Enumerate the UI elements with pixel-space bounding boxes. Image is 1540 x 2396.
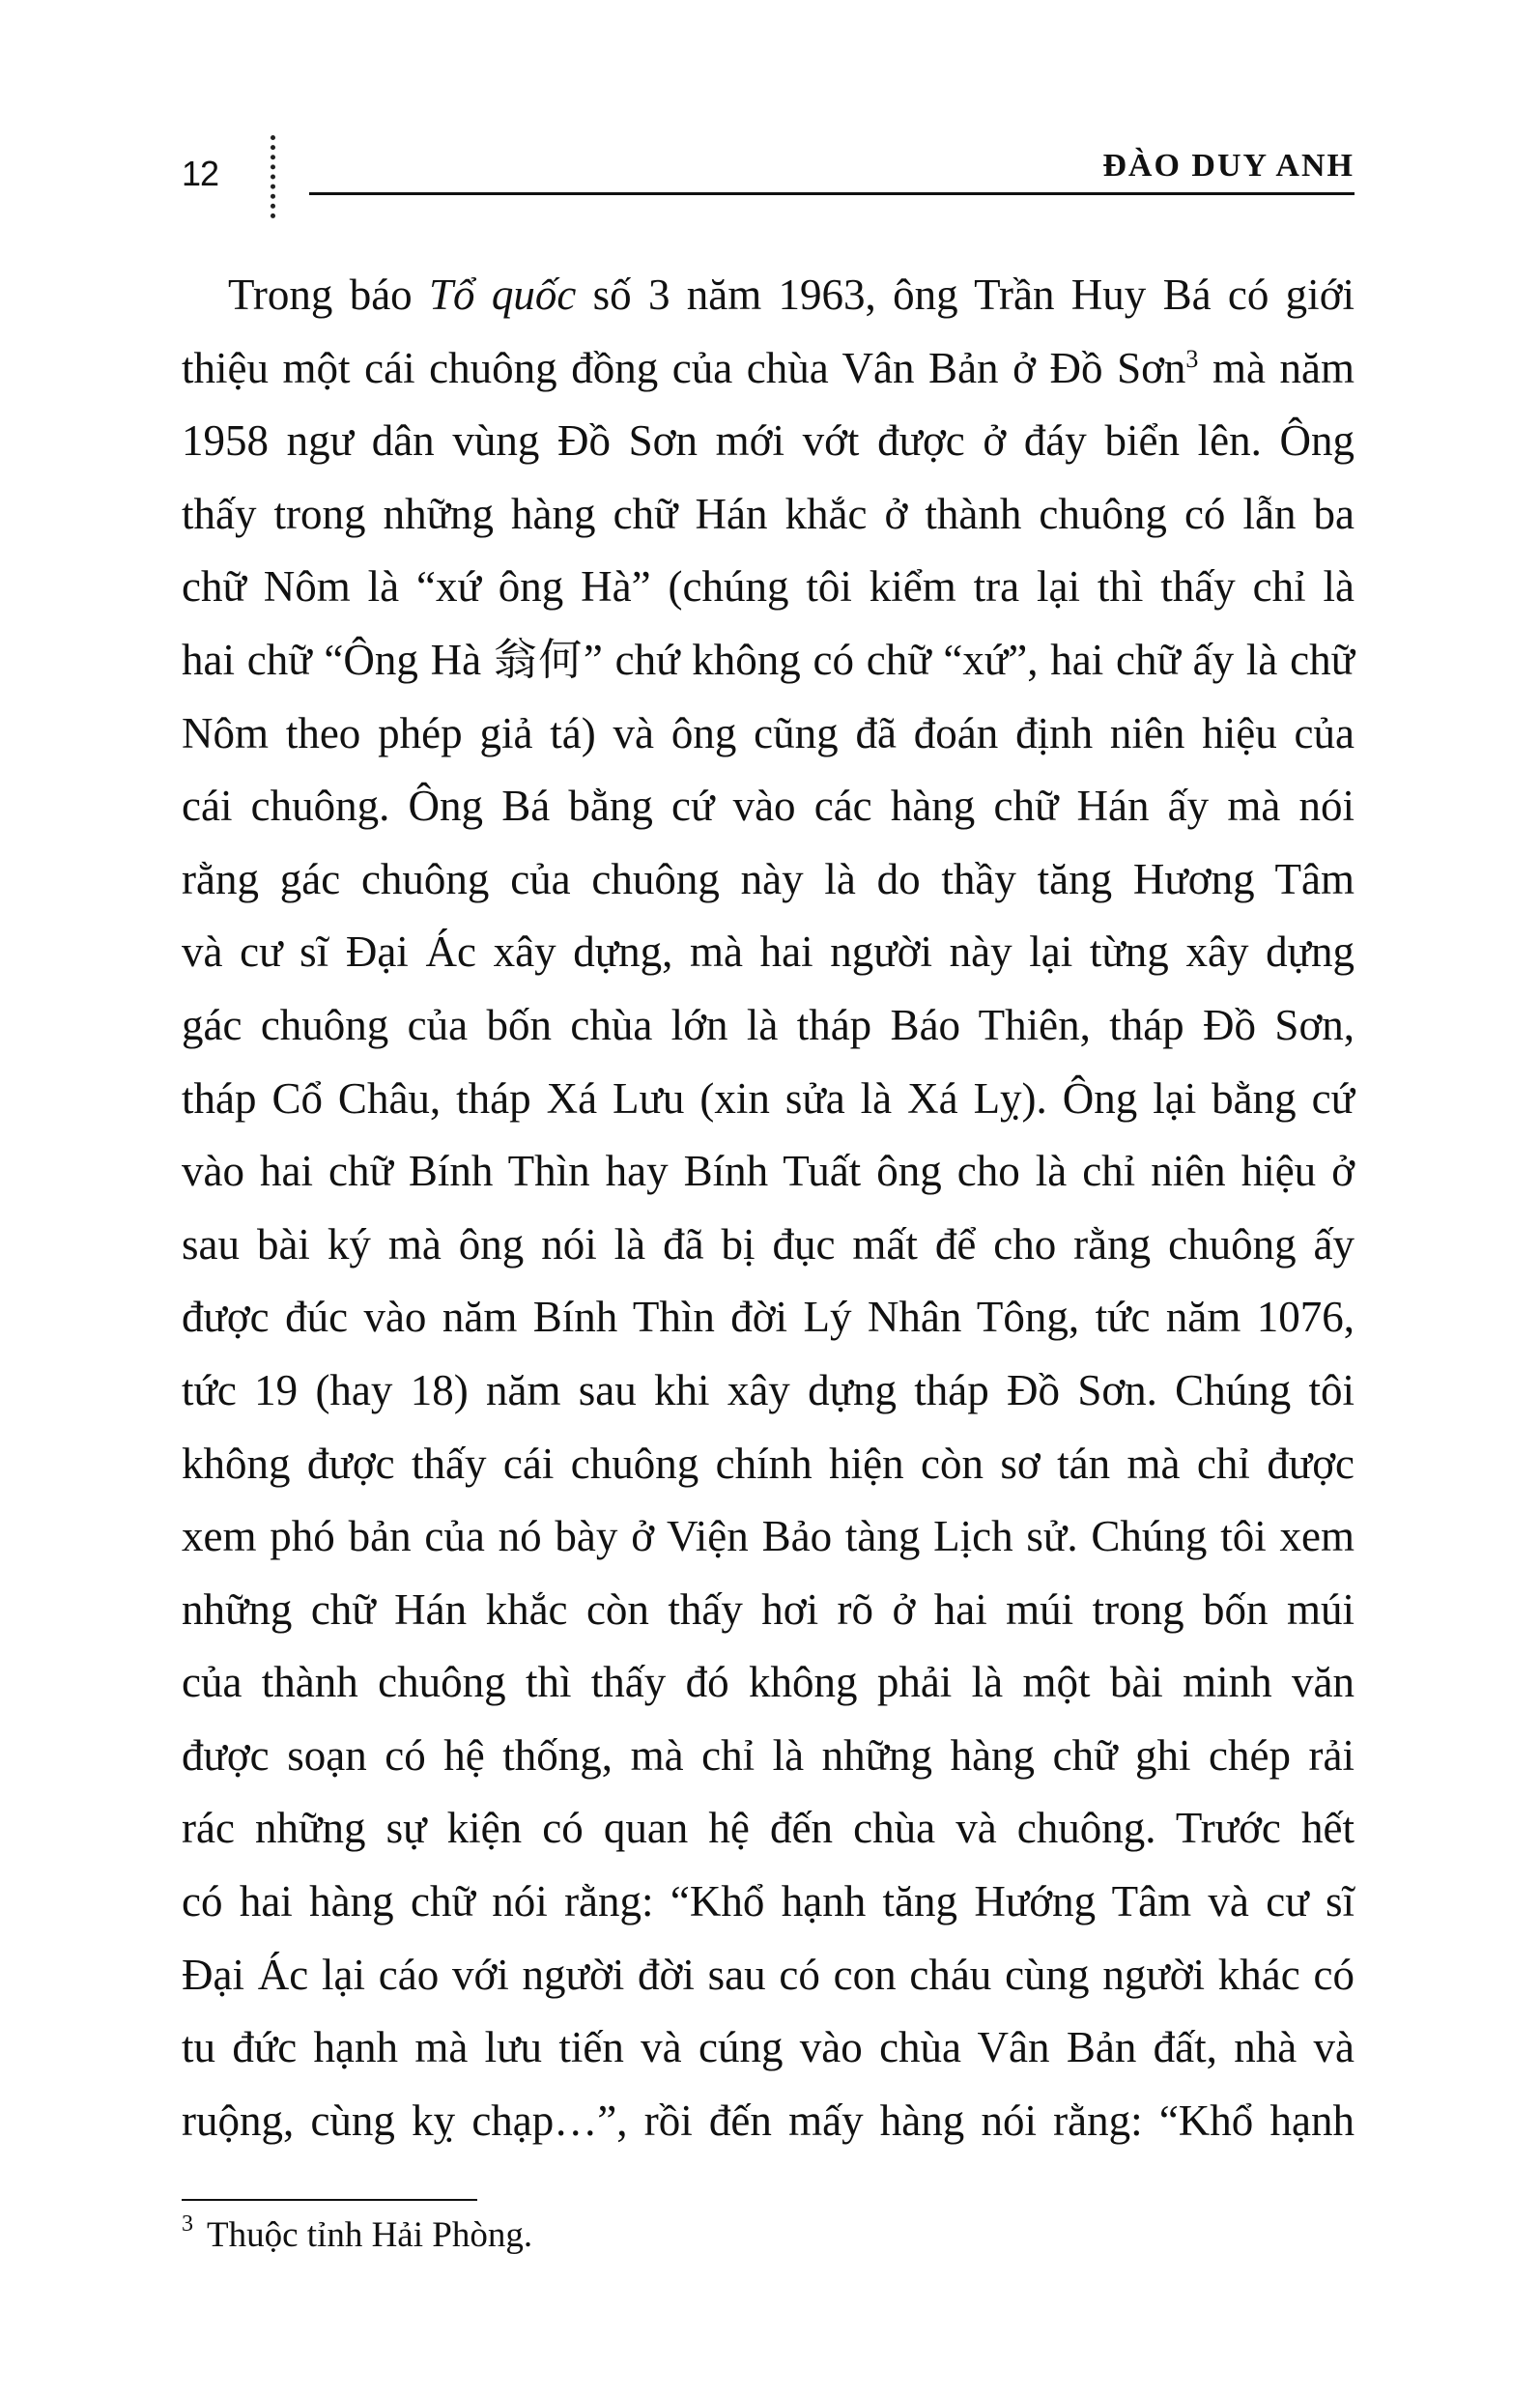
body-line: thiệu một cái chuông đồng của chùa Vân Bản ở Đồ Sơn$^3$ mà năm: [182, 343, 1355, 392]
body-line: chữ Nôm là “xứ ông Hà” (chúng tôi kiểm tra lại thì thấy chỉ là: [182, 562, 1355, 612]
footnote: [182, 2211, 533, 2257]
body-line: Nôm theo phép giả tá) và ông cũng đã đoán định niên hiệu của: [182, 708, 1355, 757]
body-line: Trong báo Tổ quốc số 3 năm 1963, ông Trần Huy Bá có giới: [228, 271, 1355, 319]
body-line: tu đức hạnh mà lưu tiến và cúng vào chùa Vân Bản đất, nhà và: [182, 2023, 1355, 2072]
body-line: vào hai chữ Bính Thìn hay Bính Tuất ông cho là chỉ niên hiệu ở: [182, 1147, 1355, 1196]
body-line: được đúc vào năm Bính Thìn đời Lý Nhân Tông, tức năm 1076,: [182, 1293, 1355, 1342]
footnote-text: Thuộc tỉnh Hải Phòng.: [207, 2215, 533, 2255]
body-line: ruộng, cùng kỵ chạp…”, rồi đến mấy hàng nói rằng: “Khổ hạnh: [182, 2096, 1355, 2145]
body-line: rằng gác chuông của chuông này là do thầy tăng Hương Tâm: [182, 854, 1355, 903]
header-rule: [309, 192, 1355, 195]
body-line: sau bài ký mà ông nói là đã bị đục mất để cho rằng chuông ấy: [182, 1219, 1355, 1269]
body-line: Đại Ác lại cáo với người đời sau có con cháu cùng người khác có: [182, 1950, 1355, 1999]
body-line: và cư sĩ Đại Ác xây dựng, mà hai người này lại từng xây dựng: [182, 927, 1355, 977]
header-dotted-rule: [271, 135, 275, 218]
body-line: rác những sự kiện có quan hệ đến chùa và chuông. Trước hết: [182, 1804, 1355, 1853]
body-text: [182, 259, 1355, 2157]
body-line: xem phó bản của nó bày ở Viện Bảo tàng Lịch sử. Chúng tôi xem: [182, 1512, 1355, 1561]
running-head: ĐÀO DUY ANH: [1102, 148, 1355, 184]
body-line: gác chuông của bốn chùa lớn là tháp Báo Thiên, tháp Đồ Sơn,: [182, 1000, 1355, 1049]
footnote-reference: 3: [1185, 344, 1199, 373]
body-line: không được thấy cái chuông chính hiện còn sơ tán mà chỉ được: [182, 1439, 1355, 1488]
body-line: được soạn có hệ thống, mà chỉ là những hàng chữ ghi chép rải: [182, 1730, 1355, 1780]
body-line: thấy trong những hàng chữ Hán khắc ở thành chuông có lẫn ba: [182, 489, 1355, 538]
body-line: tức 19 (hay 18) năm sau khi xây dựng tháp Đồ Sơn. Chúng tôi: [182, 1365, 1355, 1414]
footnote-rule: [182, 2199, 477, 2201]
body-line: những chữ Hán khắc còn thấy hơi rõ ở hai múi trong bốn múi: [182, 1584, 1355, 1634]
body-line: có hai hàng chữ nói rằng: “Khổ hạnh tăng Hướng Tâm và cư sĩ: [182, 1877, 1355, 1926]
body-line: hai chữ “Ông Hà 翁何” chứ không có chữ “xứ”, hai chữ ấy là chữ: [182, 635, 1355, 684]
body-line: tháp Cổ Châu, tháp Xá Lưu (xin sửa là Xá Lỵ). Ông lại bằng cứ: [182, 1073, 1355, 1123]
body-line: cái chuông. Ông Bá bằng cứ vào các hàng chữ Hán ấy mà nói: [182, 782, 1355, 831]
body-line: của thành chuông thì thấy đó không phải là một bài minh văn: [182, 1658, 1355, 1707]
page-number: 12: [182, 154, 219, 193]
body-line: 1958 ngư dân vùng Đồ Sơn mới vớt được ở đáy biển lên. Ông: [182, 416, 1355, 466]
footnote-mark: 3: [182, 2211, 193, 2237]
